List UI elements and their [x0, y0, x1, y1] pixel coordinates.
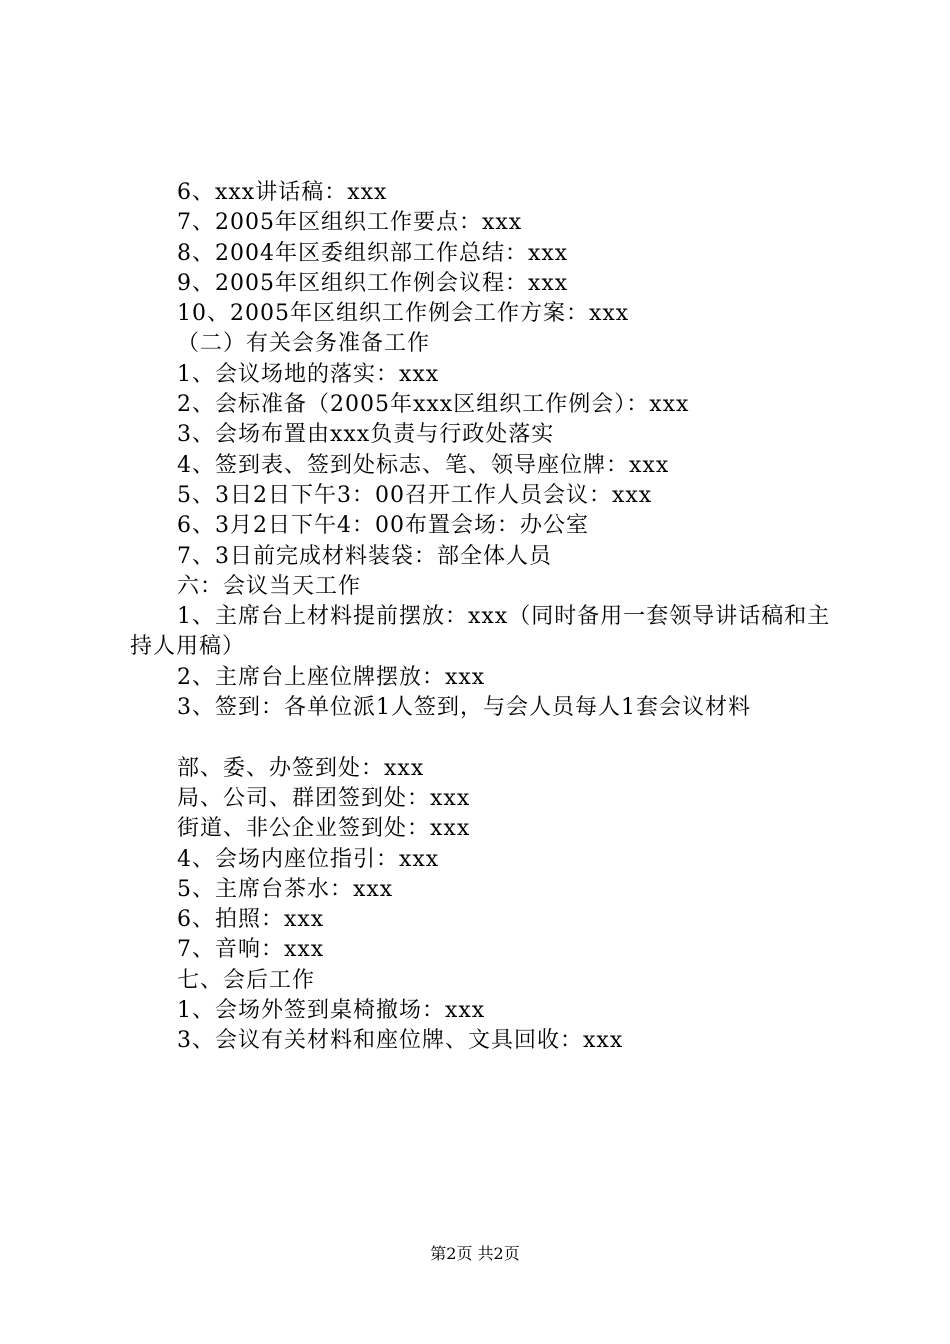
- text-line: 10、2005年区组织工作例会工作方案：xxx: [177, 301, 630, 327]
- text-line: 9、2005年区组织工作例会议程：xxx: [177, 270, 569, 296]
- text-line: 局、公司、群团签到处：xxx: [177, 785, 471, 811]
- text-line: 部、委、办签到处：xxx: [177, 755, 425, 781]
- text-line: 8、2004年区委组织部工作总结：xxx: [177, 240, 569, 266]
- text-line: 7、2005年区组织工作要点：xxx: [177, 210, 523, 236]
- text-line: 5、主席台茶水：xxx: [177, 876, 394, 902]
- text-line: 3、签到：各单位派1人签到，与会人员每人1套会议材料: [177, 695, 751, 721]
- page-footer: 第2页 共2页: [430, 1244, 520, 1263]
- text-line: 3、会议有关材料和座位牌、文具回收：xxx: [177, 1028, 624, 1054]
- text-line: 5、3日2日下午3：00召开工作人员会议：xxx: [177, 482, 653, 508]
- text-paragraph: 1、主席台上材料提前摆放：xxx（同时备用一套领导讲话稿和主持人用稿）: [130, 604, 831, 660]
- text-line: 3、会场布置由xxx负责与行政处落实: [177, 422, 555, 448]
- text-line: 7、3日前完成材料装袋：部全体人员: [177, 543, 552, 569]
- text-line: 6、拍照：xxx: [177, 907, 325, 933]
- text-line: 2、会标准备（2005年xxx区组织工作例会）：xxx: [177, 392, 690, 418]
- text-line: 4、签到表、签到处标志、笔、领导座位牌：xxx: [177, 452, 670, 478]
- text-line: 1、会议场地的落实：xxx: [177, 361, 440, 387]
- text-line: 4、会场内座位指引：xxx: [177, 846, 440, 872]
- text-line: 6、xxx讲话稿：xxx: [177, 180, 388, 205]
- text-line: 街道、非公企业签到处：xxx: [177, 816, 471, 842]
- document-body: [130, 178, 840, 1057]
- text-line: 1、会场外签到桌椅撤场：xxx: [177, 998, 486, 1024]
- text-line: 7、音响：xxx: [177, 937, 325, 963]
- section-heading: 六：会议当天工作: [177, 573, 362, 599]
- text-line: 2、主席台上座位牌摆放：xxx: [177, 664, 486, 690]
- section-heading: （二）有关会务准备工作: [177, 331, 431, 357]
- section-heading: 七、会后工作: [177, 967, 316, 993]
- blank-line: [130, 723, 840, 753]
- text-line: 6、3月2日下午4：00布置会场：办公室: [177, 513, 589, 539]
